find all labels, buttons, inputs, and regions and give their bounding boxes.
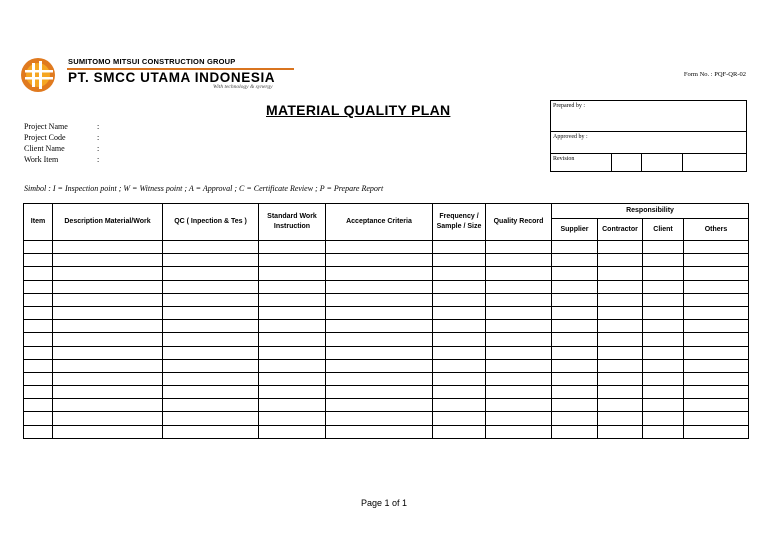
- table-cell[interactable]: [163, 333, 259, 346]
- table-cell[interactable]: [259, 293, 326, 306]
- table-cell[interactable]: [433, 320, 486, 333]
- table-cell[interactable]: [552, 333, 598, 346]
- table-cell[interactable]: [163, 241, 259, 254]
- approval-box: [550, 100, 747, 172]
- standard-work-line2: Instruction: [273, 223, 311, 230]
- table-cell[interactable]: [684, 346, 749, 359]
- table-cell[interactable]: [326, 333, 433, 346]
- table-cell[interactable]: [598, 359, 643, 372]
- table-cell[interactable]: [684, 280, 749, 293]
- revision-cell-1[interactable]: [612, 154, 642, 171]
- col-acceptance-header: Acceptance Criteria: [326, 204, 433, 241]
- group-name: SUMITOMO MITSUI CONSTRUCTION GROUP: [68, 57, 236, 66]
- project-code-separator: :: [97, 133, 100, 142]
- table-cell[interactable]: [53, 372, 163, 385]
- table-cell[interactable]: [643, 372, 684, 385]
- table-cell[interactable]: [326, 254, 433, 267]
- table-cell[interactable]: [598, 386, 643, 399]
- table-cell[interactable]: [684, 399, 749, 412]
- table-cell[interactable]: [433, 346, 486, 359]
- table-cell[interactable]: [433, 399, 486, 412]
- table-cell[interactable]: [486, 320, 552, 333]
- table-cell[interactable]: [53, 346, 163, 359]
- table-cell[interactable]: [643, 320, 684, 333]
- table-cell[interactable]: [486, 293, 552, 306]
- standard-work-line1: Standard Work: [267, 213, 317, 220]
- table-cell[interactable]: [643, 293, 684, 306]
- table-cell[interactable]: [552, 280, 598, 293]
- table-cell[interactable]: [643, 254, 684, 267]
- table-cell[interactable]: [259, 280, 326, 293]
- table-cell[interactable]: [326, 306, 433, 319]
- table-cell[interactable]: [684, 425, 749, 438]
- table-row: [24, 399, 749, 412]
- table-cell[interactable]: [433, 293, 486, 306]
- table-cell[interactable]: [598, 346, 643, 359]
- table-cell[interactable]: [598, 333, 643, 346]
- table-cell[interactable]: [552, 241, 598, 254]
- table-cell[interactable]: [326, 386, 433, 399]
- table-cell[interactable]: [259, 425, 326, 438]
- table-cell[interactable]: [24, 333, 53, 346]
- table-cell[interactable]: [326, 425, 433, 438]
- table-cell[interactable]: [53, 425, 163, 438]
- table-row: [24, 306, 749, 319]
- col-description-header: Description Material/Work: [53, 204, 163, 241]
- work-item-row: [24, 155, 99, 164]
- table-cell[interactable]: [259, 359, 326, 372]
- table-cell[interactable]: [552, 399, 598, 412]
- table-cell[interactable]: [552, 372, 598, 385]
- table-row: [24, 333, 749, 346]
- table-cell[interactable]: [552, 346, 598, 359]
- company-logo-icon: [20, 57, 60, 93]
- table-cell[interactable]: [433, 412, 486, 425]
- table-cell[interactable]: [53, 320, 163, 333]
- table-cell[interactable]: [163, 372, 259, 385]
- table-cell[interactable]: [24, 399, 53, 412]
- table-body: [24, 241, 749, 439]
- table-cell[interactable]: [486, 359, 552, 372]
- table-cell[interactable]: [486, 254, 552, 267]
- table-row: [24, 293, 749, 306]
- table-cell[interactable]: [326, 241, 433, 254]
- table-cell[interactable]: [598, 306, 643, 319]
- table-cell[interactable]: [259, 372, 326, 385]
- table-row: [24, 280, 749, 293]
- col-contractor-header: Contractor: [598, 219, 643, 241]
- work-item-separator: :: [97, 155, 100, 164]
- revision-cell-3[interactable]: [683, 154, 746, 171]
- table-cell[interactable]: [259, 267, 326, 280]
- table-cell[interactable]: [163, 254, 259, 267]
- table-cell[interactable]: [53, 241, 163, 254]
- table-cell[interactable]: [24, 425, 53, 438]
- table-cell[interactable]: [326, 372, 433, 385]
- responsibility-header: Responsibility: [552, 204, 749, 219]
- col-standard-work-header: [259, 204, 326, 241]
- table-cell[interactable]: [684, 333, 749, 346]
- table-cell[interactable]: [486, 346, 552, 359]
- table-cell[interactable]: [24, 359, 53, 372]
- table-cell[interactable]: [433, 359, 486, 372]
- table-cell[interactable]: [24, 320, 53, 333]
- table-row: [24, 359, 749, 372]
- table-row: [24, 267, 749, 280]
- work-item-label: Work Item: [24, 155, 59, 164]
- table-cell[interactable]: [433, 333, 486, 346]
- table-cell[interactable]: [684, 372, 749, 385]
- table-cell[interactable]: [53, 386, 163, 399]
- col-quality-record-header: Quality Record: [486, 204, 552, 241]
- table-cell[interactable]: [259, 254, 326, 267]
- symbol-legend: Simbol : I = Inspection point ; W = Witness point ; A = Approval ; C = Certificate Review ; P = Prepare Report: [24, 184, 384, 193]
- table-cell[interactable]: [326, 293, 433, 306]
- col-others-header: Others: [684, 219, 749, 241]
- company-tagline: With technology & synergy: [213, 84, 273, 90]
- client-name-separator: :: [97, 144, 100, 153]
- table-cell[interactable]: [433, 372, 486, 385]
- table-cell[interactable]: [433, 306, 486, 319]
- table-cell[interactable]: [326, 280, 433, 293]
- table-cell[interactable]: [53, 280, 163, 293]
- table-cell[interactable]: [326, 346, 433, 359]
- page-number: Page 1 of 1: [360, 498, 408, 508]
- table-cell[interactable]: [24, 372, 53, 385]
- table-row: [24, 241, 749, 254]
- table-cell[interactable]: [552, 412, 598, 425]
- frequency-line1: Frequency /: [439, 213, 479, 220]
- table-cell[interactable]: [259, 399, 326, 412]
- table-cell[interactable]: [163, 267, 259, 280]
- table-cell[interactable]: [53, 412, 163, 425]
- table-cell[interactable]: [552, 425, 598, 438]
- table-cell[interactable]: [684, 254, 749, 267]
- table-cell[interactable]: [684, 359, 749, 372]
- table-cell[interactable]: [552, 359, 598, 372]
- col-qc-header: QC ( Inpection & Tes ): [163, 204, 259, 241]
- document-title: MATERIAL QUALITY PLAN: [266, 102, 451, 118]
- table-cell[interactable]: [486, 386, 552, 399]
- table-cell[interactable]: [643, 399, 684, 412]
- table-cell[interactable]: [598, 412, 643, 425]
- table-cell[interactable]: [486, 333, 552, 346]
- table-cell[interactable]: [163, 399, 259, 412]
- table-row: [24, 346, 749, 359]
- table-row: [24, 254, 749, 267]
- table-cell[interactable]: [259, 241, 326, 254]
- table-cell[interactable]: [24, 267, 53, 280]
- table-cell[interactable]: [684, 241, 749, 254]
- table-cell[interactable]: [486, 412, 552, 425]
- client-name-label: Client Name: [24, 144, 65, 153]
- table-cell[interactable]: [643, 333, 684, 346]
- table-cell[interactable]: [433, 425, 486, 438]
- table-cell[interactable]: [163, 386, 259, 399]
- table-cell[interactable]: [684, 293, 749, 306]
- table-cell[interactable]: [486, 241, 552, 254]
- table-cell[interactable]: [598, 425, 643, 438]
- table-cell[interactable]: [598, 372, 643, 385]
- table-cell[interactable]: [486, 280, 552, 293]
- table-cell[interactable]: [163, 320, 259, 333]
- table-cell[interactable]: [24, 386, 53, 399]
- revision-cell-2[interactable]: [642, 154, 683, 171]
- quality-plan-table: [23, 203, 749, 439]
- table-cell[interactable]: [433, 386, 486, 399]
- table-cell[interactable]: [552, 267, 598, 280]
- table-cell[interactable]: [163, 293, 259, 306]
- table-cell[interactable]: [163, 280, 259, 293]
- table-cell[interactable]: [163, 346, 259, 359]
- table-cell[interactable]: [598, 293, 643, 306]
- table-cell[interactable]: [598, 254, 643, 267]
- table-cell[interactable]: [259, 306, 326, 319]
- table-cell[interactable]: [53, 399, 163, 412]
- table-cell[interactable]: [643, 346, 684, 359]
- table-cell[interactable]: [598, 320, 643, 333]
- table-cell[interactable]: [643, 359, 684, 372]
- table-cell[interactable]: [24, 241, 53, 254]
- form-number: Form No. : PQF-QR-02: [683, 71, 746, 78]
- table-cell[interactable]: [163, 412, 259, 425]
- approved-by-label: Approved by :: [553, 134, 588, 140]
- table-cell[interactable]: [598, 241, 643, 254]
- table-cell[interactable]: [598, 399, 643, 412]
- company-name: PT. SMCC UTAMA INDONESIA: [68, 70, 276, 85]
- col-frequency-header: [433, 204, 486, 241]
- table-cell[interactable]: [643, 425, 684, 438]
- table-cell[interactable]: [53, 254, 163, 267]
- table-cell[interactable]: [486, 372, 552, 385]
- table-cell[interactable]: [326, 399, 433, 412]
- table-row: [24, 320, 749, 333]
- table-cell[interactable]: [643, 267, 684, 280]
- table-cell[interactable]: [643, 412, 684, 425]
- table-cell[interactable]: [598, 267, 643, 280]
- table-row: [24, 425, 749, 438]
- project-name-label: Project Name: [24, 122, 68, 131]
- table-cell[interactable]: [259, 412, 326, 425]
- table-cell[interactable]: [433, 254, 486, 267]
- table-cell[interactable]: [684, 320, 749, 333]
- prepared-by-label: Prepared by :: [553, 103, 585, 109]
- table-cell[interactable]: [486, 425, 552, 438]
- table-cell[interactable]: [552, 254, 598, 267]
- table-cell[interactable]: [53, 359, 163, 372]
- project-name-row: [24, 122, 99, 131]
- col-client-header: Client: [643, 219, 684, 241]
- table-cell[interactable]: [552, 306, 598, 319]
- table-cell[interactable]: [643, 386, 684, 399]
- table-cell[interactable]: [53, 306, 163, 319]
- table-cell[interactable]: [433, 280, 486, 293]
- project-name-separator: :: [97, 122, 100, 131]
- table-cell[interactable]: [684, 306, 749, 319]
- table-row: [24, 372, 749, 385]
- col-supplier-header: Supplier: [552, 219, 598, 241]
- table-cell[interactable]: [552, 320, 598, 333]
- table-cell[interactable]: [24, 412, 53, 425]
- client-name-row: [24, 144, 99, 153]
- table-cell[interactable]: [259, 386, 326, 399]
- table-cell[interactable]: [259, 333, 326, 346]
- table-cell[interactable]: [53, 333, 163, 346]
- approved-by-cell[interactable]: [551, 132, 746, 154]
- table-cell[interactable]: [326, 359, 433, 372]
- table-cell[interactable]: [486, 399, 552, 412]
- table-cell[interactable]: [643, 280, 684, 293]
- table-cell[interactable]: [643, 241, 684, 254]
- col-item-header: Item: [24, 204, 53, 241]
- table-cell[interactable]: [326, 320, 433, 333]
- project-code-label: Project Code: [24, 133, 66, 142]
- table-cell[interactable]: [259, 346, 326, 359]
- table-cell[interactable]: [24, 306, 53, 319]
- table-cell[interactable]: [24, 254, 53, 267]
- table-row: [24, 386, 749, 399]
- table-row: [24, 412, 749, 425]
- revision-label-cell: [551, 154, 612, 171]
- table-cell[interactable]: [643, 306, 684, 319]
- table-cell[interactable]: [433, 241, 486, 254]
- table-cell[interactable]: [552, 386, 598, 399]
- table-cell[interactable]: [163, 425, 259, 438]
- table-cell[interactable]: [598, 280, 643, 293]
- table-cell[interactable]: [326, 267, 433, 280]
- table-cell[interactable]: [326, 412, 433, 425]
- table-cell[interactable]: [163, 359, 259, 372]
- table-cell[interactable]: [259, 320, 326, 333]
- table-cell[interactable]: [24, 346, 53, 359]
- table-cell[interactable]: [53, 267, 163, 280]
- project-code-row: [24, 133, 99, 142]
- table-cell[interactable]: [486, 306, 552, 319]
- table-cell[interactable]: [552, 293, 598, 306]
- table-cell[interactable]: [163, 306, 259, 319]
- table-cell[interactable]: [486, 267, 552, 280]
- table-cell[interactable]: [24, 293, 53, 306]
- table-cell[interactable]: [433, 267, 486, 280]
- frequency-line2: Sample / Size: [436, 223, 482, 230]
- table-cell[interactable]: [684, 386, 749, 399]
- revision-label: Revision: [553, 156, 575, 162]
- table-cell[interactable]: [53, 293, 163, 306]
- table-cell[interactable]: [24, 280, 53, 293]
- prepared-by-cell[interactable]: [551, 101, 746, 132]
- table-cell[interactable]: [684, 267, 749, 280]
- table-cell[interactable]: [684, 412, 749, 425]
